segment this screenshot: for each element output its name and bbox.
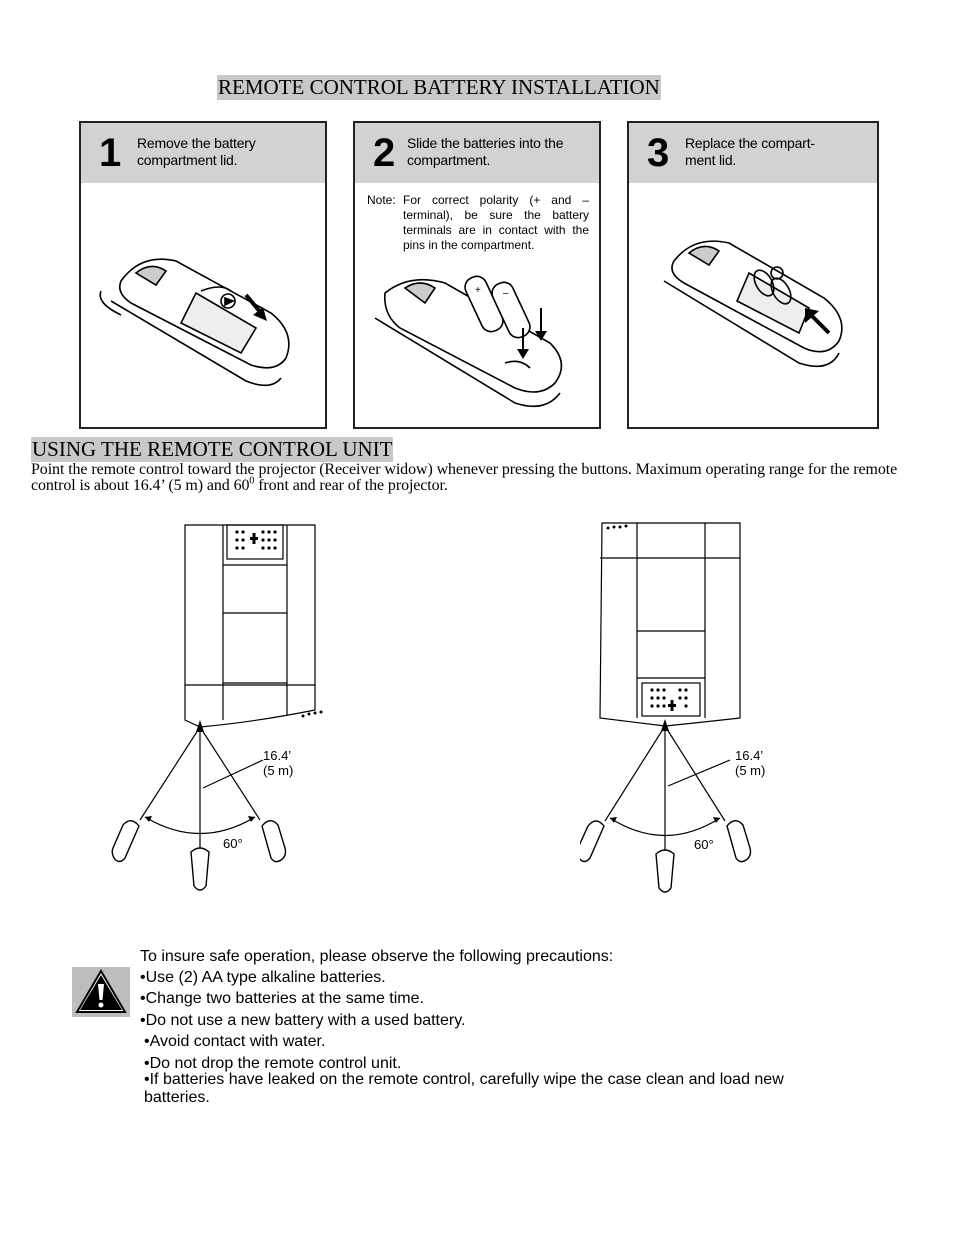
operating-range-paragraph — [31, 462, 916, 494]
paragraph-degree-sup: 0 — [249, 475, 255, 487]
step-1-number: 1 — [99, 131, 122, 175]
warning-icon — [72, 967, 130, 1017]
precaution-item-2: •Change two batteries at the same time. — [140, 990, 424, 1007]
rear-distance-metric-label: (5 m) — [735, 763, 766, 778]
front-distance-label: 16.4’ — [263, 748, 292, 763]
precaution-item-6-continued: batteries. — [144, 1089, 210, 1106]
precautions-intro: To insure safe operation, please observe the following precautions: — [140, 948, 614, 965]
rear-distance-label: 16.4’ — [735, 748, 764, 763]
paragraph-part2: front and rear of the projector. — [254, 477, 448, 494]
battery-installation-title: REMOTE CONTROL BATTERY INSTALLATION — [218, 75, 660, 99]
step-1-header — [81, 123, 325, 183]
rear-range-diagram — [580, 518, 820, 903]
precaution-item-5: •Do not drop the remote control unit. — [144, 1055, 402, 1072]
step-2-instruction — [407, 135, 563, 169]
precaution-item-3: •Do not use a new battery with a used battery. — [140, 1012, 466, 1029]
step-1-text-line2: compartment lid. — [137, 152, 238, 168]
front-angle-label: 60° — [223, 836, 243, 851]
step-3-instruction — [685, 135, 815, 169]
svg-text:–: – — [503, 288, 509, 299]
step-1-panel — [79, 121, 327, 429]
step-3-panel — [627, 121, 879, 429]
note-text: For correct polarity (+ and – terminal), be sure the battery terminals are in contact with the pins in the compartment. — [403, 193, 589, 252]
rear-angle-label: 60° — [694, 837, 714, 852]
paragraph-part1: Point the remote control toward the projector (Receiver widow) whenever pressing the buttons. Maximum operating range for the remote control is about 16.4’ (5 m) and 60 — [31, 461, 898, 494]
step-2-panel — [353, 121, 601, 429]
replace-lid-illustration — [629, 183, 877, 427]
step-1-text-line1: Remove the battery — [137, 135, 256, 151]
step-1-instruction — [137, 135, 256, 169]
front-range-diagram — [105, 520, 345, 900]
step-3-number: 3 — [647, 131, 670, 175]
front-distance-metric-label: (5 m) — [263, 763, 294, 778]
step-3-text-line1: Replace the compart- — [685, 135, 815, 151]
polarity-note — [367, 193, 593, 253]
note-label: Note: — [367, 193, 396, 207]
step-2-header — [355, 123, 599, 183]
using-remote-title: USING THE REMOTE CONTROL UNIT — [32, 437, 393, 461]
svg-text:+: + — [475, 285, 481, 296]
precaution-item-4: •Avoid contact with water. — [144, 1033, 326, 1050]
precaution-item-1: •Use (2) AA type alkaline batteries. — [140, 969, 386, 986]
step-3-header — [629, 123, 877, 183]
insert-batteries-illustration — [355, 263, 599, 427]
step-3-text-line2: ment lid. — [685, 152, 737, 168]
step-2-text-line1: Slide the batteries into the — [407, 135, 564, 151]
precaution-item-6: •If batteries have leaked on the remote control, carefully wipe the case clean and load new — [144, 1071, 784, 1088]
remove-lid-illustration — [81, 183, 325, 427]
step-2-text-line2: compartment. — [407, 152, 491, 168]
step-2-number: 2 — [373, 131, 396, 175]
